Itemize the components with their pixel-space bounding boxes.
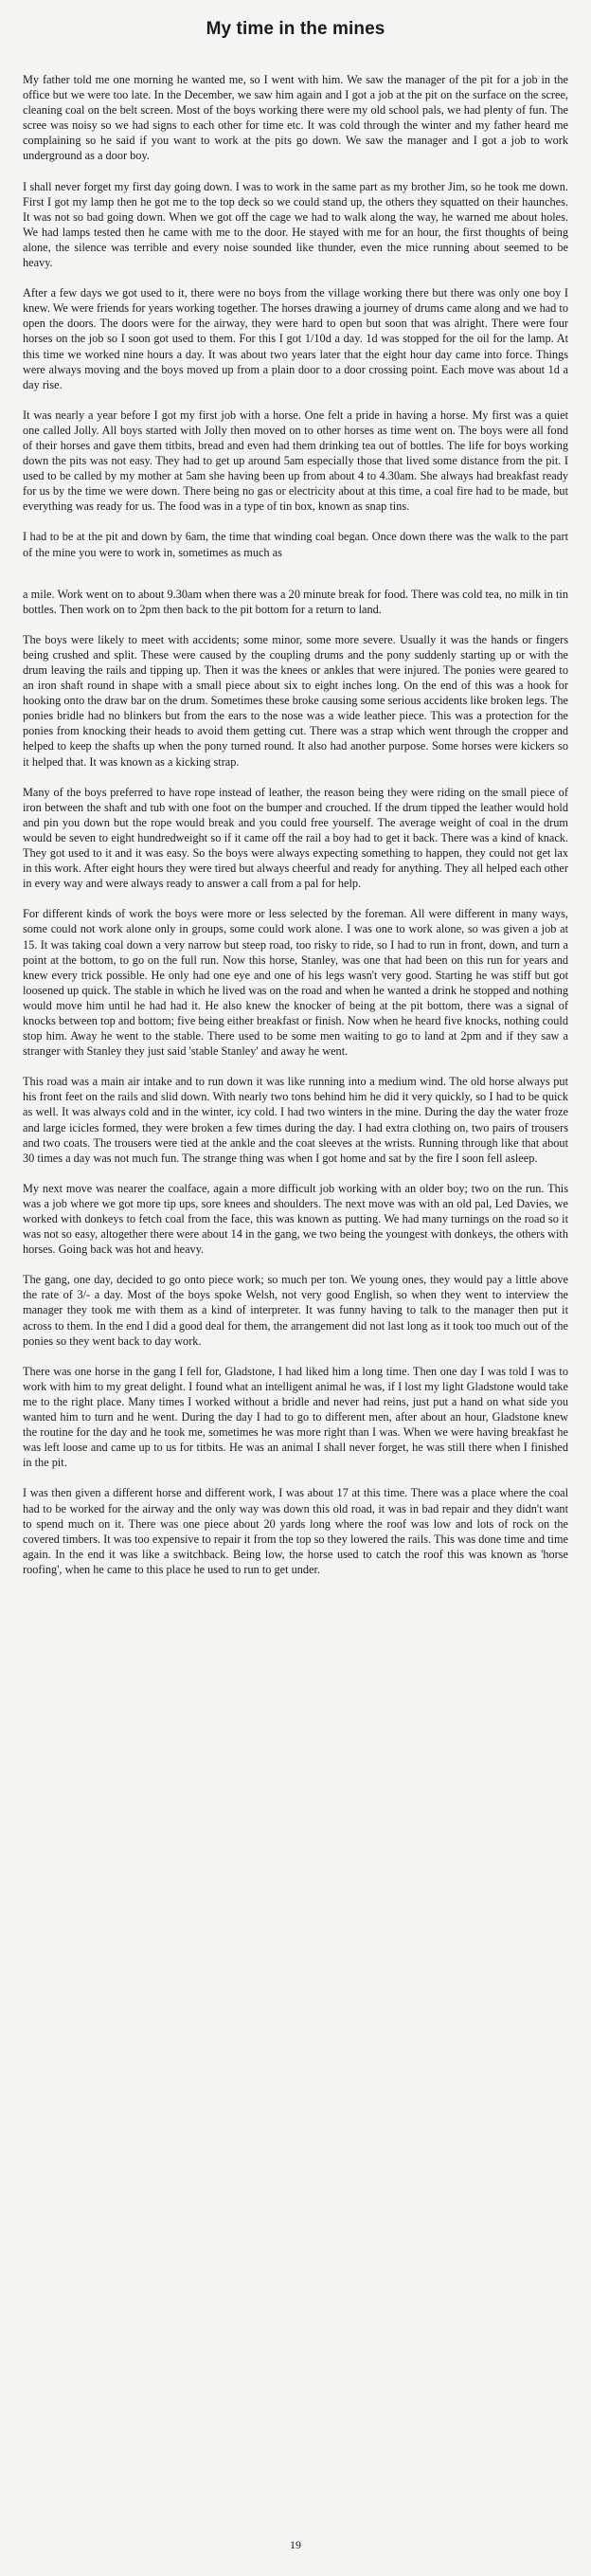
paragraph-air-intake: This road was a main air intake and to run down it was like running into a medium wind. The old horse always put his front feet on the rails and slid down. With nearly two tons behind him he did it very quickly, so I had to be quick as well. It was always cold and in the winter, icy cold. I had two winters in the mine. During the day the water froze and large icicles formed, they were broken a few times during the day. I had extra clothing on, two pairs of trousers and two coats. The trousers were tied at the ankle and the coat sleeves at the wrists. Running through like that about 30 times a day was not much fun. The strange thing was when I got home and sat by the fire I soon fell asleep. [23,1075,568,1165]
page-title: My time in the mines [206,19,385,39]
paragraph-doors: After a few days we got used to it, there were no boys from the village working there but there was only one boy I knew. We were friends for years working together. The horses drawing a journey of drums came along and we had to open the doors. The doors were for the airway, they were hard to open but soon that was alright. There were four horses on the job so I soon got used to them. For this I got 1/10d a day. 1d was stopped for the oil for the lamp. At this time we worked nine hours a day. It was about two years later that the eight hour day came into force. Things were always moving and the boys moved up from a plain door to a door crossing point. Each move was about 1d a day rise. [23,286,568,391]
paragraph-gladstone: There was one horse in the gang I fell for, Gladstone, I had liked him a long time. Then one day I was told I was to work with him to my great delight. I found what an intelligent animal he was, if I lost my light Gladstone would take me to the right place. Many times I worked without a bridle and never had reins, just put a hand on what side you wanted him to turn and he went. During the day I had to go to different men, after about an hour, Gladstone knew the routine for the day and he took me, sometimes he was more right than I was. When we were having breakfast he was left loose and came up to us for titbits. He was an animal I shall never forget, he was still there when I finished in the pit. [23,1364,568,1470]
paragraph-horse-roofing: I was then given a different horse and different work, I was about 17 at this time. There was a place where the coal had to be worked for the airway and the only way was down this old road, it was in bad repair and they didn't want to spend much on it. There was one piece about 20 yards long where the roof was low and lots of rock on the covered timbers. It was too expensive to repair it from the top so they lowered the rails. This was done time and time again. In the end it was like a switchback. Being low, the horse used to catch the roof this was known as 'horse roofing', when he came to this place he used to run to get under. [23,1486,568,1576]
paragraph-piece-work: The gang, one day, decided to go onto piece work; so much per ton. We young ones, they would pay a little above the rate of 3/- a day. Most of the boys spoke Welsh, not very good English, so when they went to interview the manager they took me with them as a kind of interpreter. It was funny having to talk to the manager then put it across to them. In the end I did a good deal for them, the arrangement did not last long as it took too much out of the ponies so they went back to day work. [23,1273,568,1348]
paragraph-accidents: The boys were likely to meet with accidents; some minor, some more severe. Usually it was the hands or fingers being crushed and split. These were caused by the coupling drums and the pony suddenly starting up or with the drum leaving the rails and tipping up. Then it was the knees or ankles that were injured. The ponies were geared to an iron shaft round in shape with a small piece about six to eight inches long. On the end of this was a hook for hooking onto the draw bar on the drum. Sometimes these broke causing some serious accidents like broken legs. The ponies bridle had no blinkers but from the ears to the nose was a wide leather piece. This was a protection for the ponies from knocking their heads to avoid them getting cut. There was a strap which went through the cropper and helped to keep the shafts up when the pony turned round. It also had another purpose. Some horses were kickers so it helped that. It was known as a kicking strap. [23,632,568,769]
paragraph-father-job: My father told me one morning he wanted me, so I went with him. We saw the manager of the pit for a job in the office but we were too late. In the December, we saw him again and I got a job at the pit on the surface on the scree, cleaning coal on the belt screen. Most of the boys working there were my old school pals, we had plenty of fun. The scree was noisy so we had signs to each other for time etc. It was cold through the winter and my father heard me complaining so he said if you want to work at the pits go down. We saw the manager and I got a job to work underground as a door boy. [23,73,568,163]
paragraph-first-horse: It was nearly a year before I got my first job with a horse. One felt a pride in having a horse. My first was a quiet one called Jolly. All boys started with Jolly then moved on to other horses as time went on. The boys were all fond of their horses and gave them titbits, bread and even had them drinking tea out of bottles. The life for boys working down the pits was not easy. They had to get up around 5am especially those that lived some distance from the pit. I used to be called by my mother at 5am she having been up from about 4 to 4.30am. She always had breakfast ready for us by the time we were down. There being no gas or electricity about at this time, a coal fire had to be made, but everything was ready for us. The food was in a type of tin box, known as snap tins. [23,408,568,514]
paragraph-coalface: My next move was nearer the coalface, again a more difficult job working with an older boy; two on the run. This was a job where we got more tip ups, sore knees and shoulders. The next move was with an old pal, Led Davies, we worked with donkeys to fetch coal from the face, this was known as putting. We had many turnings on the road so it was not so easy, altogether there were about 14 in the gang, we two being the youngest with donkeys, the others with horses. Going back was hot and heavy. [23,1181,568,1257]
paragraph-stanley: For different kinds of work the boys were more or less selected by the foreman. All were different in many ways, some could not work alone only in groups, some could work alone. I was one to work alone, so was given a job at 15. It was taking coal down a very narrow but steep road, too risky to ride, so I had to run in front, down, and turn a point at the bottom, to go on the full run. Now this horse, Stanley, was one that had been on this run for years and knew every trick possible. He only had one eye and one of his legs wasn't very good. Starting he was stiff but got loosened up quick. The stable in which he lived was on the road and when he wanted a drink he stopped and nothing would move him until he had had it. He also knew the knocker of being at the pit bottom, there was a signal of knocks between top and bottom; five being either breakfast or finish. Now when he heard five knocks, nothing could stop him. Away he went to the stable. There used to be some men waiting to go to land at 2pm and if they saw a stranger with Stanley they just said 'stable Stanley' and away he went. [23,907,568,1059]
paragraph-work-break: a mile. Work went on to about 9.30am when there was a 20 minute break for food. There was cold tea, no milk in tin bottles. Then work on to 2pm then back to the pit bottom for a return to land. [23,587,568,616]
paragraph-pit-time: I had to be at the pit and down by 6am, the time that winding coal began. Once down there was the walk to the part of the mine you were to work in, sometimes as much as [23,530,568,559]
page-number: 19 [290,2538,301,2551]
paragraph-first-day: I shall never forget my first day going down. I was to work in the same part as my brother Jim, so he took me down. First I got my lamp then he got me to the top deck so we could stand up, the others they squatted on their haunches. It was not so bad going down. When we got off the cage we had to walk along the way, he warned me about holes. We had lamps tested then he came with me to the door. He stayed with me for an hour, the first thoughts of being alone, the silence was terrible and every noise sounded like thunder, even the mice running about seemed to be heavy. [23,179,568,270]
paragraph-rope: Many of the boys preferred to have rope instead of leather, the reason being they were riding on the small piece of iron between the shaft and tub with one foot on the bumper and crouched. If the drum tipped the leather would hold and pin you down but the rope would break and you could free yourself. The average weight of coal in the drum would be seven to eight hundredweight so if it came off the rail a boy had to get it back. There was a kind of knack. They got used to it and it was easy. So the boys were always expecting something to happen, they could not get lax in this work. After eight hours they were tired but always cheerful and ready for anything. They all helped each other in every way and were always ready to answer a call from a pal for help. [23,785,568,891]
